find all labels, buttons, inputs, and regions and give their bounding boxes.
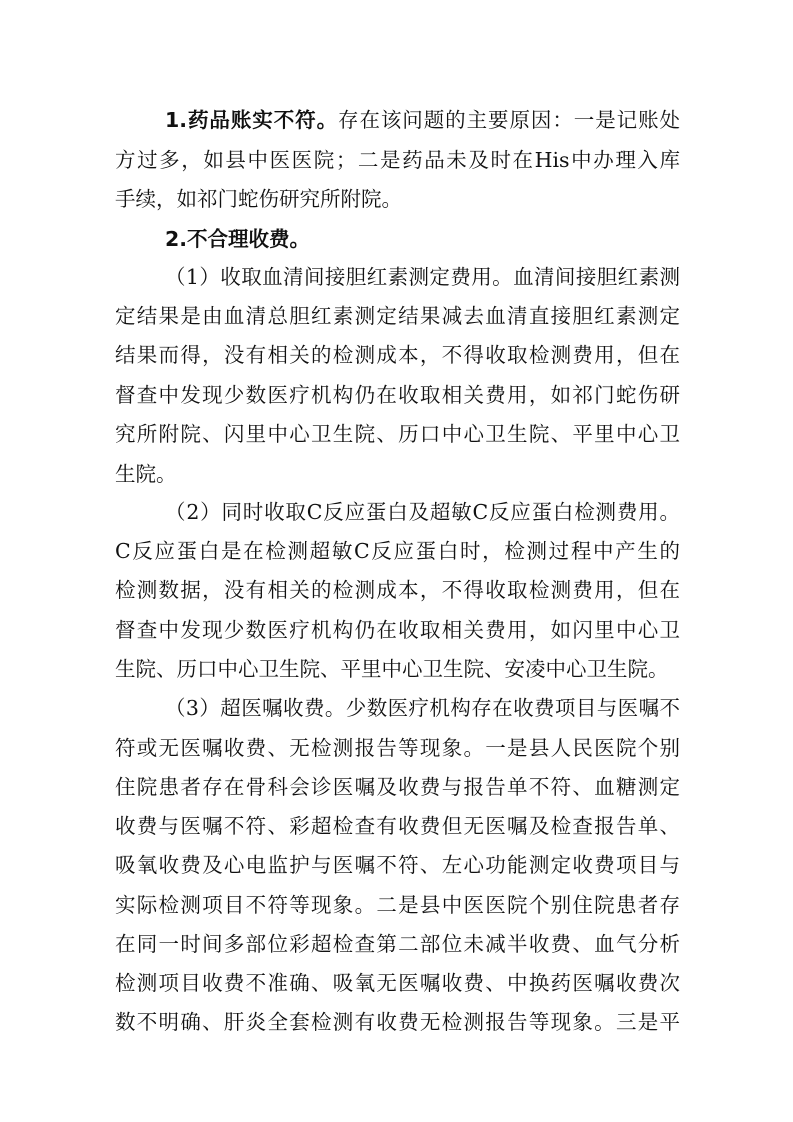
paragraph-4-line-5 xyxy=(115,649,680,689)
paragraph-5-line-3 xyxy=(115,767,680,807)
paragraph-5-line-4 xyxy=(115,806,680,846)
text-span: 督查中发现少数医疗机构仍在收取相关费用，如祁门蛇伤研 xyxy=(115,383,680,407)
text-span: （3）超医嘱收费。少数医疗机构存在收费项目与医嘱不 xyxy=(165,696,680,720)
paragraph-1-line-2 xyxy=(115,140,680,180)
paragraph-1-line-1 xyxy=(165,100,680,140)
text-span: 实际检测项目不符等现象。二是县中医医院个别住院患者存 xyxy=(115,893,680,917)
text-span: 生院。 xyxy=(115,462,177,486)
paragraph-3-line-1 xyxy=(165,257,680,297)
text-span: 收费与医嘱不符、彩超检查有收费但无医嘱及检查报告单、 xyxy=(115,814,680,838)
heading-drug-inventory-mismatch: 1.药品账实不符。 xyxy=(165,108,339,132)
text-span: 吸氧收费及心电监护与医嘱不符、左心功能测定收费项目与 xyxy=(115,853,680,877)
text-span: 督查中发现少数医疗机构仍在收取相关费用，如闪里中心卫 xyxy=(115,618,680,642)
paragraph-3-line-2 xyxy=(115,296,680,336)
paragraph-5-line-2 xyxy=(115,728,680,768)
heading-unreasonable-charges: 2.不合理收费。 xyxy=(165,227,311,251)
paragraph-4-line-1 xyxy=(165,492,680,532)
paragraph-5-line-5 xyxy=(115,845,680,885)
paragraph-3-line-4 xyxy=(115,375,680,415)
paragraph-3-line-6 xyxy=(115,454,680,494)
paragraph-1-line-3 xyxy=(115,179,680,219)
text-span: （2）同时收取C反应蛋白及超敏C反应蛋白检测费用。 xyxy=(165,500,680,524)
text-span: 住院患者存在骨科会诊医嘱及收费与报告单不符、血糖测定 xyxy=(115,775,680,799)
paragraph-3-line-3 xyxy=(115,335,680,375)
paragraph-5-line-8 xyxy=(115,963,680,1003)
paragraph-4-line-2 xyxy=(115,531,680,571)
text-span: 究所附院、闪里中心卫生院、历口中心卫生院、平里中心卫 xyxy=(115,422,680,446)
text-span: 定结果是由血清总胆红素测定结果减去血清直接胆红素测定 xyxy=(115,304,680,328)
text-span: 生院、历口中心卫生院、平里中心卫生院、安凌中心卫生院。 xyxy=(115,657,669,681)
text-span: 检测项目收费不准确、吸氧无医嘱收费、中换药医嘱收费次 xyxy=(115,971,680,995)
paragraph-5-line-9 xyxy=(115,1002,680,1042)
text-span: 检测数据，没有相关的检测成本，不得收取检测费用，但在 xyxy=(115,578,680,602)
text-span: （1）收取血清间接胆红素测定费用。血清间接胆红素测 xyxy=(165,265,680,289)
text-span: C反应蛋白是在检测超敏C反应蛋白时，检测过程中产生的 xyxy=(115,539,680,563)
paragraph-3-line-5 xyxy=(115,414,680,454)
paragraph-4-line-4 xyxy=(115,610,680,650)
text-span: 在同一时间多部位彩超检查第二部位未减半收费、血气分析 xyxy=(115,932,680,956)
paragraph-5-line-7 xyxy=(115,924,680,964)
text-span: 数不明确、肝炎全套检测有收费无检测报告等现象。三是平 xyxy=(115,1010,680,1034)
paragraph-5-line-1 xyxy=(165,688,680,728)
text-span: 方过多，如县中医医院；二是药品未及时在His中办理入库 xyxy=(115,148,680,172)
paragraph-5-line-6 xyxy=(115,885,680,925)
paragraph-2-line-1 xyxy=(165,219,680,259)
text-span: 符或无医嘱收费、无检测报告等现象。一是县人民医院个别 xyxy=(115,736,680,760)
text-span: 存在该问题的主要原因：一是记账处 xyxy=(338,108,680,132)
text-span: 结果而得，没有相关的检测成本，不得收取检测费用，但在 xyxy=(115,343,680,367)
text-span: 手续，如祁门蛇伤研究所附院。 xyxy=(115,187,402,211)
paragraph-4-line-3 xyxy=(115,570,680,610)
